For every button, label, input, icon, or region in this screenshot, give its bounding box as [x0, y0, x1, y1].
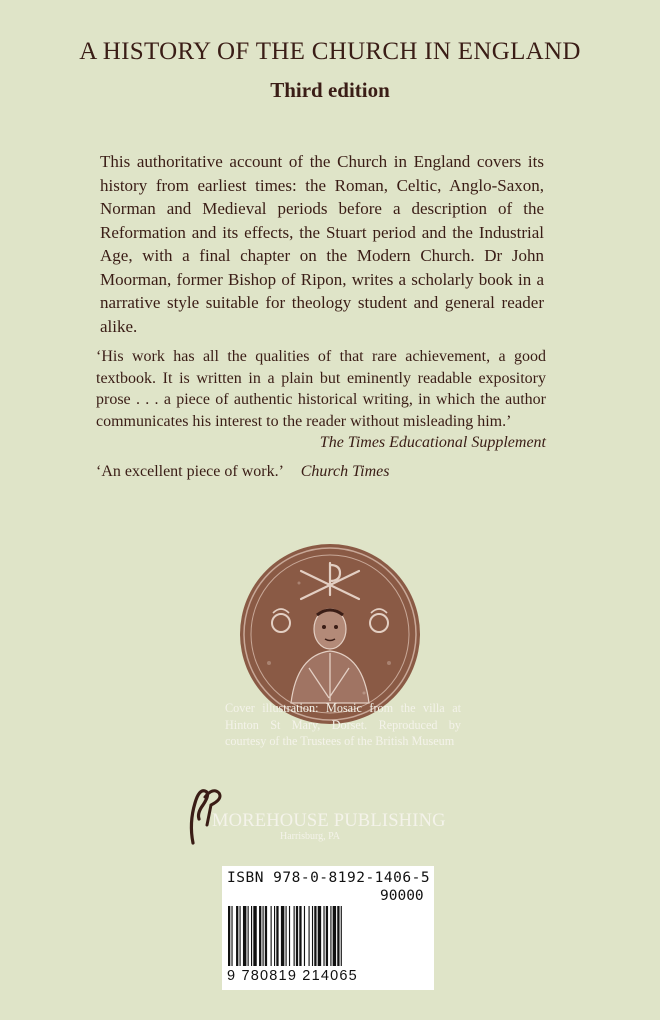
review-text: ‘His work has all the qualities of that rare achievement, a good textbook. It is written in a plain but eminently readable expository prose . . . a piece of authentic historical writing, in which the author communicates his interest to the reader without misleading him.’	[96, 348, 546, 430]
book-description: This authoritative account of the Church in England covers its history from earliest times: the Roman, Celtic, Anglo-Saxon, Norman and Medieval periods before a description of the Reformation and its effects, the Stuart period and the Industrial Age, with a final chapter on the Modern Church. Dr John Moorman, former Bishop of Ripon, writes a scholarly book in a narrative style suitable for theology student and general reader alike.	[100, 152, 544, 336]
isbn-barcode	[222, 866, 434, 990]
barcode-bar	[253, 906, 256, 966]
barcode-bar	[309, 906, 310, 966]
barcode-bar	[251, 906, 252, 966]
review-source: The Times Educational Supplement	[319, 434, 546, 451]
review-quote	[96, 346, 546, 454]
isbn-label: ISBN 978-0-8192-1406-5	[227, 870, 431, 886]
mosaic-medallion-illustration	[239, 543, 421, 725]
price-code: 90000	[380, 888, 424, 904]
short-review	[96, 463, 546, 481]
barcode-bar	[289, 906, 290, 966]
barcode-bar	[274, 906, 275, 966]
barcode-bar	[271, 906, 272, 966]
barcode-bar	[330, 906, 331, 966]
barcode-bar	[243, 906, 246, 966]
barcode-bar	[259, 906, 261, 966]
barcode-bar	[286, 906, 287, 966]
barcode-bar	[263, 906, 264, 966]
barcode-bar	[326, 906, 328, 966]
barcode-bar	[281, 906, 284, 966]
barcode-bars	[226, 906, 430, 966]
barcode-digits: 9 780819 214065	[227, 968, 358, 984]
barcode-bar	[314, 906, 316, 966]
barcode-bar	[265, 906, 267, 966]
barcode-bar	[299, 906, 301, 966]
barcode-bar	[318, 906, 321, 966]
publisher-location: Harrisburg, PA	[280, 831, 341, 842]
barcode-bar	[236, 906, 238, 966]
barcode-bar	[304, 906, 305, 966]
barcode-bar	[337, 906, 339, 966]
barcode-bar	[323, 906, 324, 966]
barcode-bar	[276, 906, 278, 966]
barcode-bar	[312, 906, 313, 966]
barcode-bar	[248, 906, 249, 966]
short-review-text: ‘An excellent piece of work.’	[96, 463, 283, 480]
barcode-bar	[231, 906, 232, 966]
barcode-bar	[240, 906, 241, 966]
cover-illustration-credit: Cover illustration: Mosaic from the villa at Hinton St Mary, Dorset. Reproduced by courtesy of the Trustees of the British Museum	[225, 701, 461, 748]
barcode-bar	[294, 906, 295, 966]
barcode-bar	[333, 906, 336, 966]
publisher-name: MOREHOUSE PUBLISHING	[212, 811, 446, 831]
short-review-source: Church Times	[300, 463, 390, 480]
barcode-bar	[341, 906, 342, 966]
edition-label: Third edition	[270, 78, 390, 102]
barcode-bar	[228, 906, 230, 966]
book-title: A HISTORY OF THE CHURCH IN ENGLAND	[79, 38, 581, 65]
barcode-bar	[296, 906, 298, 966]
